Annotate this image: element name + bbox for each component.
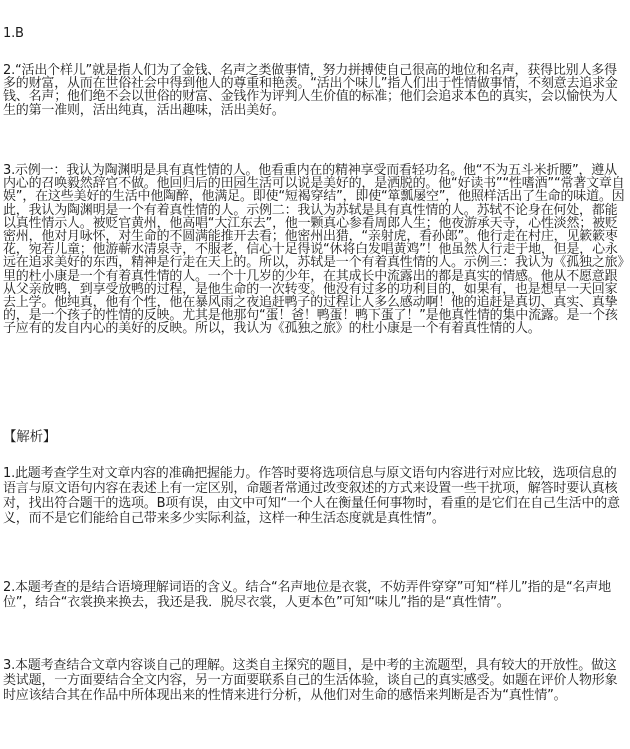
answer-3: 3.示例一：我认为陶渊明是具有真性情的人。他看重内在的精神享受而看轻功名。他“不为五斗米折腰”，遵从内心的召唤毅然辞官不做。他回归后的田园生活可以说是美好的，是洒脱的。他“好读书”“性嗜酒”“常著文章自娱”，在这些美好的生活中他陶醉，他满足。即使“短褐穿结”，即使“箪瓢屡空”，他照样活出了生命的味道。因此，我认为陶渊明是一个有着真性情的人。示例二：我认为苏轼是具有真性情的人。苏轼不论身在何处，都能以真性情示人。被贬官黄州，他高唱“大江东去”，他一颗真心参看周郎人生；他夜游承天寺，心性淡然；被贬密州，他对月咏怀，对生命的不圆满能推开去看；他密州出猎，“亲射虎，看孙郎”。他行走在村庄，见簌簌枣花，宛若儿童；他游蕲水清泉寺，不服老，信心十足得说“休将白发唱黄鸡”！他虽然人行走于地，但是，心永远在追求美好的东西，精神是行走在天上的。所以，苏轼是一个有着真性情的人。示例三：我认为《孤独之旅》里的杜小康是一个有着真性情的人。一个十几岁的少年，在其成长中流露出的都是真实的情感。他从不愿意跟从父亲放鸭，到享受放鸭的过程，是他生命的一次转变。他没有过多的功利目的，如果有，也是想早一天回家去上学。他纯真，他有个性，他在暴风雨之夜追赶鸭子的过程让人多么感动啊！他的追赶是真切、真实、真挚的，是一个孩子的性情的反映。尤其是他那句“蛋！爸！鸭蛋！鸭下蛋了！”是他真性情的集中流露。是一个孩子应有的发自内心的美好的反映。所以，我认为《孤独之旅》的杜小康是一个有着真性情的人。 [3, 163, 625, 337]
analysis-3: 3.本题考查结合文章内容谈自己的理解。这类自主探究的题目，是中考的主流题型，具有较大的开放性。做这类试题，一方面要结合全文内容，另一方面要联系自己的生活体验，谈自己的真实感受。如题在评价人物形象时应该结合其在作品中所体现出来的性情来进行分析，从他们对生命的感悟来判断是否为“真性情”。 [3, 658, 618, 703]
analysis-1: 1.此题考查学生对文章内容的准确把握能力。作答时要将选项信息与原文语句内容进行对应比较，选项信息的语言与原文语句内容在表述上有一定区别，命题者常通过改变叙述的方式来设置一些干扰项，解答时要认真核对，找出符合题干的选项。B项有误，由文中可知“一个人在衡量任何事物时，看重的是它们在自己生活中的意义，而不是它们能给自己带来多少实际利益，这样一种生活态度就是真性情”。 [3, 466, 620, 526]
answer-2: 2.“活出个样儿”就是指人们为了金钱、名声之类做事情，努力拼搏使自己很高的地位和名声，获得比别人多得多的财富，从而在世俗社会中得到他人的尊重和艳羡。“活出个味儿”指人们出于性情做事情，不刻意去追求金钱、名声；他们绝不会以世俗的财富、金钱作为评判人生价值的标准；他们会追求本色的真实，会以愉快为人生的第一准则，活出纯真，活出趣味，活出美好。 [3, 63, 618, 118]
answer-1: 1.B [3, 26, 24, 41]
analysis-2: 2.本题考查的是结合语境理解词语的含义。结合“名声地位是衣裳，不妨弄件穿穿”可知“样儿”指的是“名声地位”，结合“衣裳换来换去，我还是我．脱尽衣裳，人更本色”可知“味儿”指的是“真性情”。 [3, 580, 611, 610]
analysis-heading: 【解析】 [3, 429, 57, 445]
